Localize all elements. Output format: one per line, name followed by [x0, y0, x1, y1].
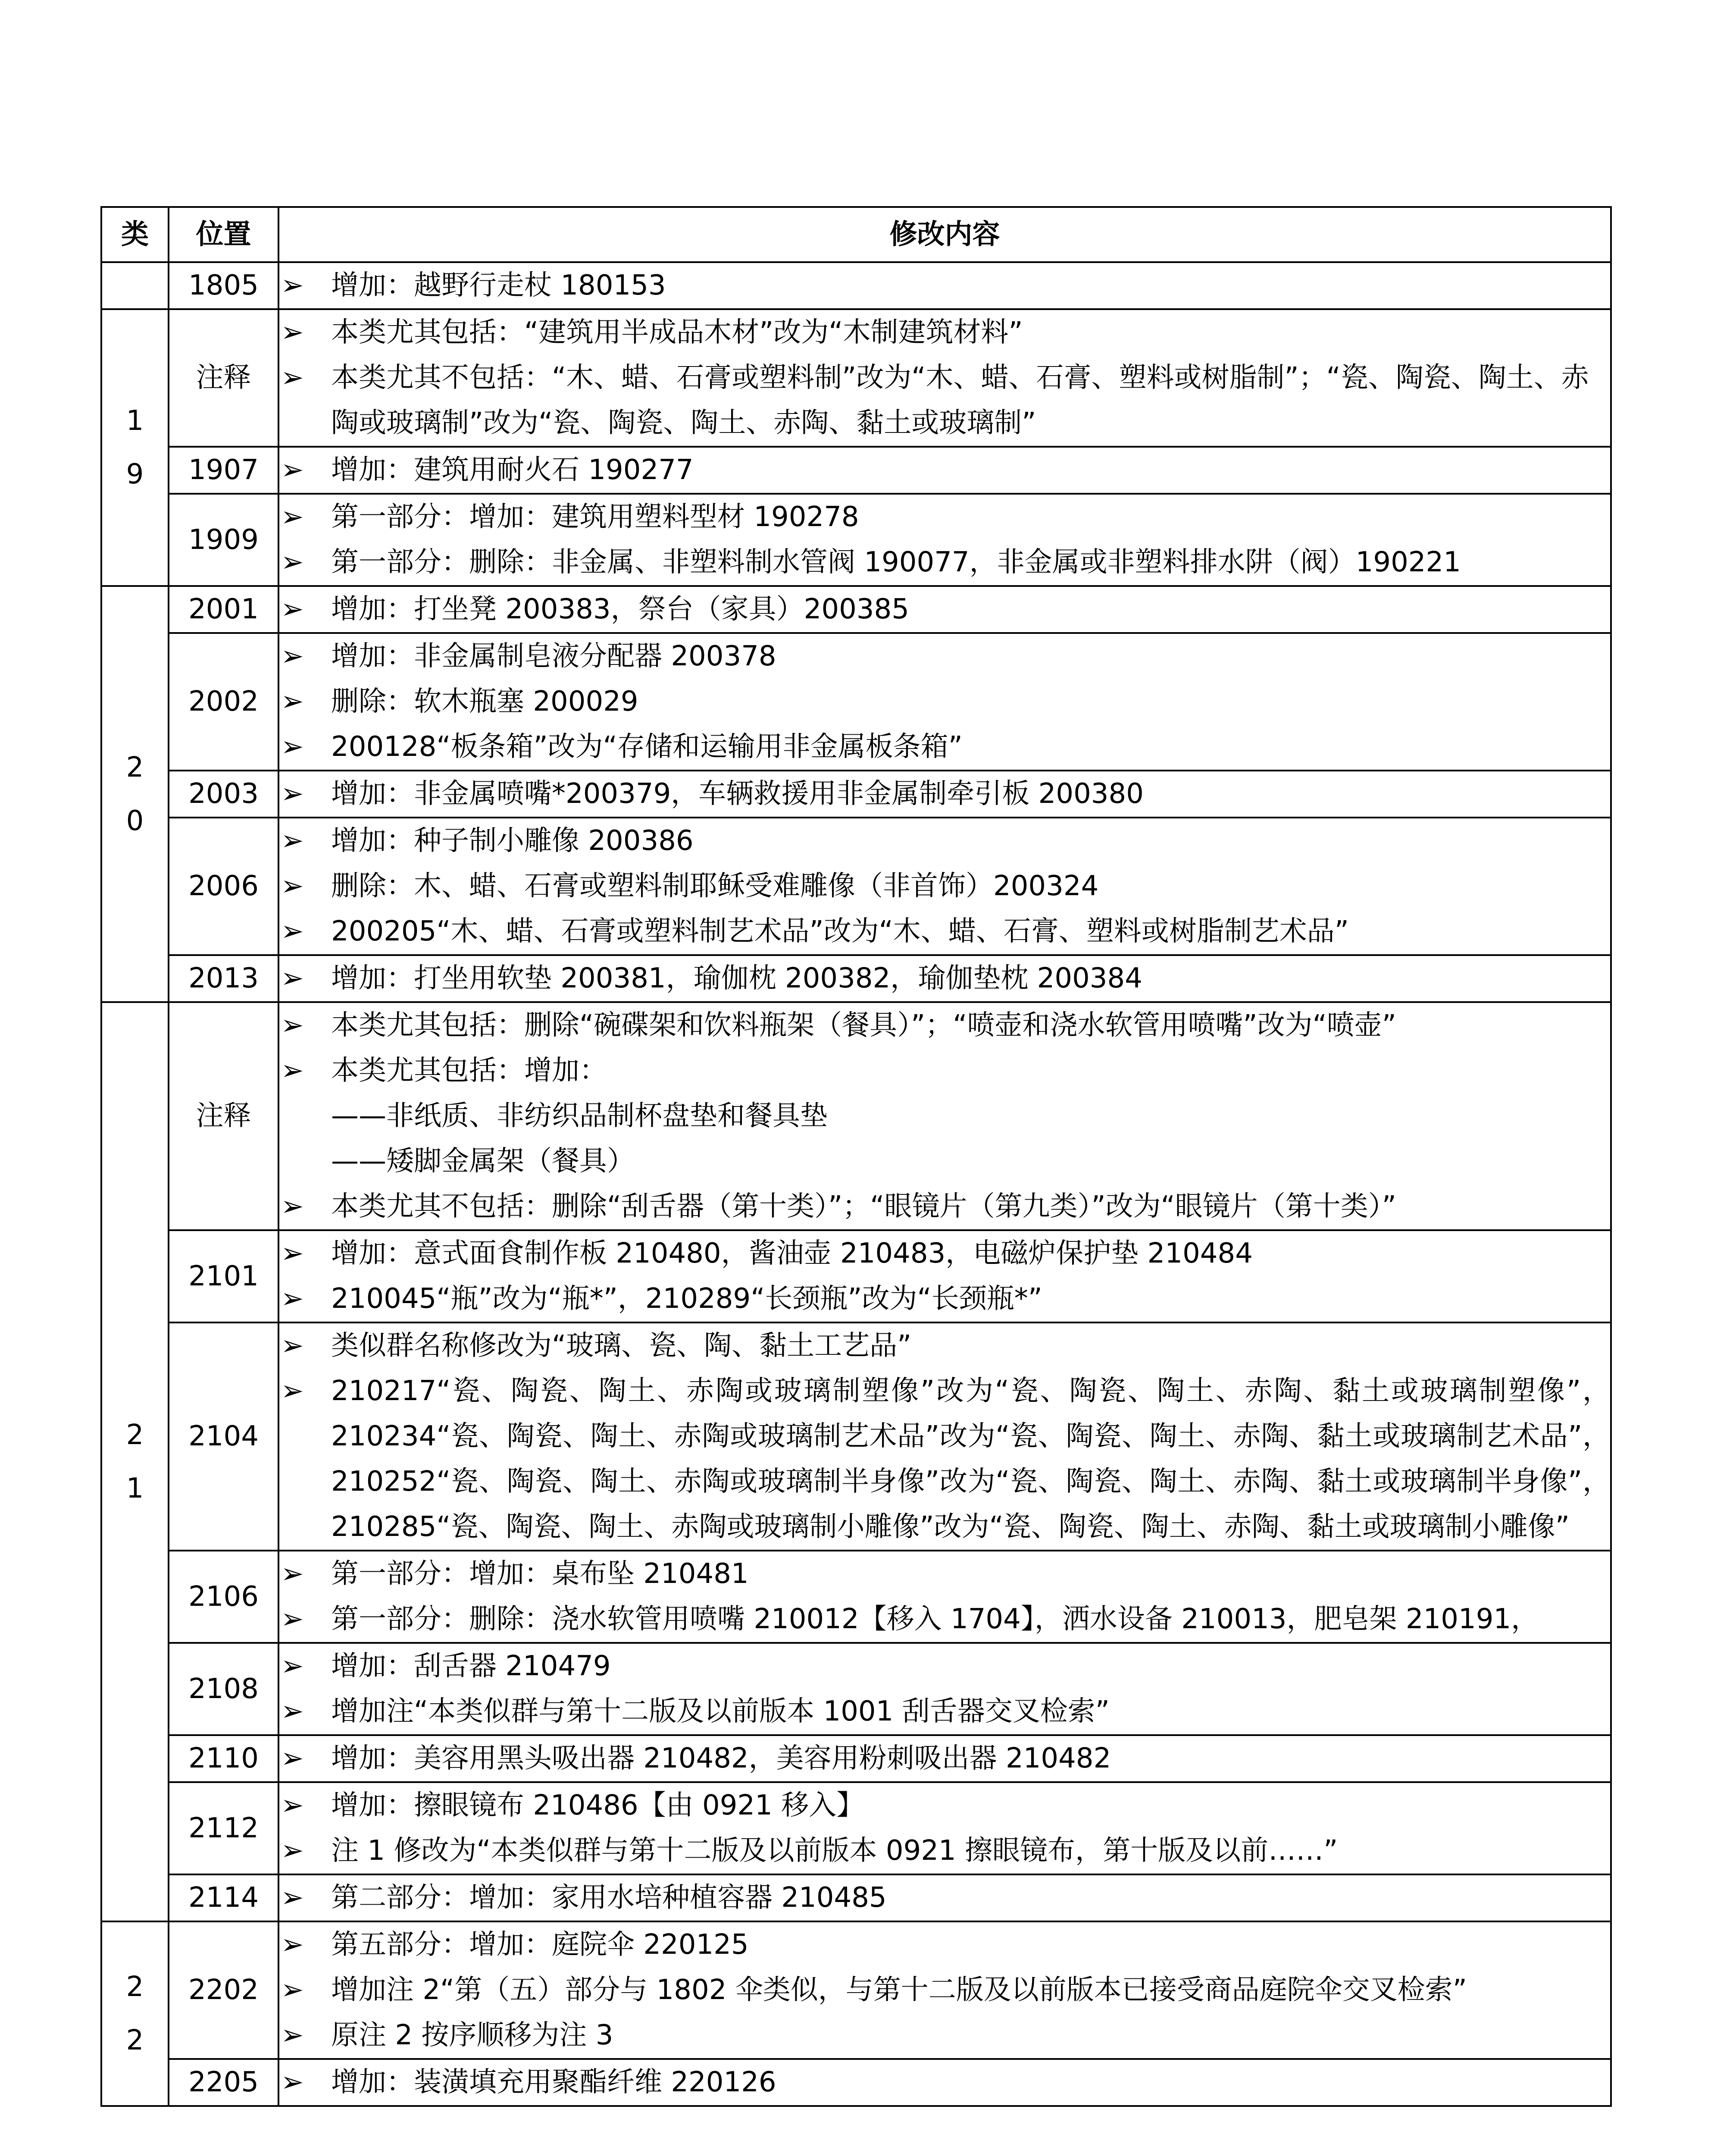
list-item	[279, 818, 1610, 864]
arrow-bullet-icon: ➢	[281, 2066, 304, 2098]
content-cell	[278, 262, 1611, 309]
table-row	[101, 955, 1611, 1002]
content-cell	[278, 1782, 1611, 1874]
content-cell	[278, 1322, 1611, 1551]
list-item	[279, 1783, 1610, 1828]
position-cell: 2205	[169, 2059, 278, 2106]
position-cell: 2112	[169, 1782, 278, 1874]
content-cell	[278, 586, 1611, 633]
list-item	[279, 1828, 1610, 1874]
table-row	[101, 1874, 1611, 1921]
content-cell	[278, 1230, 1611, 1322]
arrow-bullet-icon: ➢	[281, 317, 304, 348]
content-cell	[278, 955, 1611, 1002]
list-item	[279, 771, 1610, 817]
position-cell: 1907	[169, 447, 278, 494]
list-item	[279, 1276, 1610, 1322]
item-text: 第一部分：增加：建筑用塑料型材 190278	[331, 501, 859, 533]
class-number: 21	[126, 1419, 144, 1504]
item-text: 删除：软木瓶塞 200029	[331, 686, 638, 718]
item-text: 增加：种子制小雕像 200386	[331, 825, 694, 857]
item-text: 本类尤其包括：删除“碗碟架和饮料瓶架（餐具）”；“喷壶和浇水软管用喷嘴”改为“喷壶”	[331, 1009, 1396, 1041]
content-cell	[278, 494, 1611, 586]
content-cell	[278, 1874, 1611, 1921]
arrow-bullet-icon: ➢	[281, 1974, 304, 2006]
amendment-table	[100, 206, 1612, 2107]
position-cell: 2006	[169, 818, 278, 955]
header-row	[101, 207, 1611, 262]
arrow-bullet-icon: ➢	[281, 686, 304, 718]
item-text: 增加：美容用黑头吸出器 210482，美容用粉刺吸出器 210482	[331, 1742, 1111, 1774]
item-text: 第一部分：增加：桌布坠 210481	[331, 1558, 749, 1590]
arrow-bullet-icon: ➢	[281, 1650, 304, 1682]
content-cell	[278, 818, 1611, 955]
item-text: 原注 2 按序顺移为注 3	[331, 2019, 613, 2051]
arrow-bullet-icon: ➢	[281, 640, 304, 672]
class-cell	[101, 309, 169, 586]
list-item	[279, 1551, 1610, 1597]
item-text: 第二部分：增加：家用水培种植容器 210485	[331, 1882, 887, 1914]
table-row	[101, 2059, 1611, 2106]
position-cell: 2003	[169, 771, 278, 818]
arrow-bullet-icon: ➢	[281, 1009, 304, 1041]
list-item	[279, 1184, 1610, 1229]
position-cell: 1805	[169, 262, 278, 309]
table-row	[101, 262, 1611, 309]
table-row	[101, 494, 1611, 586]
position-cell: 1909	[169, 494, 278, 586]
list-item	[279, 1597, 1610, 1642]
item-text: 本类尤其不包括：“木、蜡、石膏或塑料制”改为“木、蜡、石膏、塑料或树脂制”；“瓷、陶瓷、陶土、赤陶或玻璃制”改为“瓷、陶瓷、陶土、赤陶、黏土或玻璃制”	[331, 362, 1589, 439]
item-text: 第一部分：删除：非金属、非塑料制水管阀 190077，非金属或非塑料排水阱（阀）190221	[331, 546, 1461, 578]
position-cell: 2108	[169, 1643, 278, 1735]
content-cell	[278, 309, 1611, 447]
position-cell: 注释	[169, 309, 278, 447]
arrow-bullet-icon: ➢	[281, 546, 304, 578]
item-text: 本类尤其包括：增加：	[331, 1055, 607, 1087]
arrow-bullet-icon: ➢	[281, 2019, 304, 2051]
list-item	[279, 495, 1610, 540]
item-text: 增加：打坐凳 200383，祭台（家具）200385	[331, 593, 909, 625]
arrow-bullet-icon: ➢	[281, 593, 304, 625]
item-text: ——矮脚金属架（餐具）	[331, 1145, 635, 1177]
list-item	[279, 1922, 1610, 1968]
arrow-bullet-icon: ➢	[281, 362, 304, 394]
content-cell	[278, 1551, 1611, 1643]
list-item	[279, 634, 1610, 679]
list-item	[279, 263, 1610, 308]
list-item	[279, 310, 1610, 355]
content-cell	[278, 771, 1611, 818]
arrow-bullet-icon: ➢	[281, 1742, 304, 1774]
position-cell: 2110	[169, 1735, 278, 1782]
list-item	[279, 1231, 1610, 1276]
position-cell: 注释	[169, 1002, 278, 1230]
item-text: 类似群名称修改为“玻璃、瓷、陶、黏土工艺品”	[331, 1330, 912, 1362]
position-cell: 2101	[169, 1230, 278, 1322]
list-item	[279, 1875, 1610, 1921]
item-text: 210217“瓷、陶瓷、陶土、赤陶或玻璃制塑像”改为“瓷、陶瓷、陶土、赤陶、黏土或玻璃制塑像”，210234“瓷、陶瓷、陶土、赤陶或玻璃制艺术品”改为“瓷、陶瓷、陶土、赤陶、黏土或玻璃制艺术品”，210252“瓷、陶瓷、陶土、赤陶或玻璃制半身像”改为“瓷、陶瓷、陶土、赤陶、黏土或玻璃制半身像”，210285“瓷、陶瓷、陶土、赤陶或玻璃制小雕像”改为“瓷、陶瓷、陶土、赤陶、黏土或玻璃制小雕像”	[331, 1375, 1610, 1543]
arrow-bullet-icon: ➢	[281, 1929, 304, 1961]
arrow-bullet-icon: ➢	[281, 1835, 304, 1867]
item-text: 增加注“本类似群与第十二版及以前版本 1001 刮舌器交叉检索”	[331, 1695, 1110, 1727]
list-item	[279, 540, 1610, 585]
item-text: 增加：意式面食制作板 210480，酱油壶 210483，电磁炉保护垫 210484	[331, 1238, 1253, 1269]
class-cell	[101, 586, 169, 1002]
table-row	[101, 1551, 1611, 1643]
item-text: 增加：建筑用耐火石 190277	[331, 454, 694, 486]
arrow-bullet-icon: ➢	[281, 1283, 304, 1315]
class-number: 22	[126, 1971, 144, 2056]
list-item	[279, 587, 1610, 632]
list-item	[279, 1644, 1610, 1689]
list-item	[279, 1003, 1610, 1048]
list-item	[279, 1323, 1610, 1369]
table-row	[101, 818, 1611, 955]
item-text: 增加：非金属制皂液分配器 200378	[331, 640, 776, 672]
list-item	[279, 1968, 1610, 2013]
list-item	[279, 679, 1610, 724]
table-row	[101, 633, 1611, 771]
arrow-bullet-icon: ➢	[281, 731, 304, 763]
table-row	[101, 309, 1611, 447]
list-item	[279, 864, 1610, 909]
item-text: 增加注 2“第（五）部分与 1802 伞类似，与第十二版及以前版本已接受商品庭院伞交叉检索”	[331, 1974, 1467, 2006]
class-number: 20	[126, 751, 144, 837]
item-text: ——非纸质、非纺织品制杯盘垫和餐具垫	[331, 1100, 828, 1132]
content-cell	[278, 1735, 1611, 1782]
arrow-bullet-icon: ➢	[281, 1789, 304, 1821]
list-item-sub	[279, 1139, 1610, 1184]
content-cell	[278, 1921, 1611, 2059]
header-content: 修改内容	[278, 207, 1611, 262]
arrow-bullet-icon: ➢	[281, 454, 304, 486]
item-text: 增加：越野行走杖 180153	[331, 270, 666, 301]
content-cell	[278, 1002, 1611, 1230]
list-item	[279, 1048, 1610, 1094]
position-cell: 2106	[169, 1551, 278, 1643]
item-text: 注 1 修改为“本类似群与第十二版及以前版本 0921 擦眼镜布，第十版及以前……”	[331, 1835, 1338, 1867]
class-cell	[101, 1002, 169, 1921]
arrow-bullet-icon: ➢	[281, 915, 304, 947]
position-cell: 2001	[169, 586, 278, 633]
arrow-bullet-icon: ➢	[281, 778, 304, 810]
table-row	[101, 771, 1611, 818]
table-row	[101, 1230, 1611, 1322]
table-row	[101, 1322, 1611, 1551]
list-item	[279, 1689, 1610, 1734]
item-text: 210045“瓶”改为“瓶*”，210289“长颈瓶”改为“长颈瓶*”	[331, 1283, 1042, 1315]
list-item	[279, 448, 1610, 493]
arrow-bullet-icon: ➢	[281, 1055, 304, 1087]
item-text: 本类尤其不包括：删除“刮舌器（第十类）”；“眼镜片（第九类）”改为“眼镜片（第十类）”	[331, 1191, 1396, 1222]
list-item	[279, 2013, 1610, 2058]
header-cat: 类	[101, 207, 169, 262]
content-cell	[278, 2059, 1611, 2106]
list-item-sub	[279, 1094, 1610, 1139]
position-cell: 2114	[169, 1874, 278, 1921]
list-item	[279, 2060, 1610, 2105]
content-cell	[278, 1643, 1611, 1735]
arrow-bullet-icon: ➢	[281, 1695, 304, 1727]
arrow-bullet-icon: ➢	[281, 1375, 304, 1407]
arrow-bullet-icon: ➢	[281, 1191, 304, 1222]
class-cell	[101, 1921, 169, 2106]
arrow-bullet-icon: ➢	[281, 1603, 304, 1635]
item-text: 第五部分：增加：庭院伞 220125	[331, 1929, 749, 1961]
table-row	[101, 447, 1611, 494]
item-text: 删除：木、蜡、石膏或塑料制耶稣受难雕像（非首饰）200324	[331, 870, 1099, 902]
list-item	[279, 355, 1610, 446]
class-cell-continued	[101, 262, 169, 309]
arrow-bullet-icon: ➢	[281, 1330, 304, 1362]
table-row	[101, 1782, 1611, 1874]
class-number: 19	[126, 405, 144, 490]
list-item	[279, 1736, 1610, 1781]
item-text: 增加：非金属喷嘴*200379，车辆救援用非金属制牵引板 200380	[331, 778, 1144, 810]
content-cell	[278, 447, 1611, 494]
position-cell: 2013	[169, 955, 278, 1002]
list-item	[279, 724, 1610, 770]
position-cell: 2104	[169, 1322, 278, 1551]
arrow-bullet-icon: ➢	[281, 270, 304, 301]
arrow-bullet-icon: ➢	[281, 870, 304, 902]
arrow-bullet-icon: ➢	[281, 1558, 304, 1590]
item-text: 第一部分：删除：浇水软管用喷嘴 210012【移入 1704】，洒水设备 210013，肥皂架 210191，	[331, 1603, 1539, 1635]
position-cell: 2202	[169, 1921, 278, 2059]
arrow-bullet-icon: ➢	[281, 1238, 304, 1269]
content-cell	[278, 633, 1611, 771]
list-item	[279, 956, 1610, 1001]
table-row	[101, 586, 1611, 633]
item-text: 增加：擦眼镜布 210486【由 0921 移入】	[331, 1789, 864, 1821]
table-row	[101, 1002, 1611, 1230]
arrow-bullet-icon: ➢	[281, 962, 304, 994]
arrow-bullet-icon: ➢	[281, 825, 304, 857]
item-text: 增加：装潢填充用聚酯纤维 220126	[331, 2066, 776, 2098]
list-item	[279, 909, 1610, 954]
arrow-bullet-icon: ➢	[281, 501, 304, 533]
item-text: 增加：打坐用软垫 200381，瑜伽枕 200382，瑜伽垫枕 200384	[331, 962, 1142, 994]
position-cell: 2002	[169, 633, 278, 771]
list-item	[279, 1369, 1610, 1550]
table-row	[101, 1921, 1611, 2059]
item-text: 200128“板条箱”改为“存储和运输用非金属板条箱”	[331, 731, 963, 763]
header-pos: 位置	[169, 207, 278, 262]
item-text: 增加：刮舌器 210479	[331, 1650, 611, 1682]
item-text: 200205“木、蜡、石膏或塑料制艺术品”改为“木、蜡、石膏、塑料或树脂制艺术品”	[331, 915, 1349, 947]
item-text: 本类尤其包括：“建筑用半成品木材”改为“木制建筑材料”	[331, 317, 1023, 348]
arrow-bullet-icon: ➢	[281, 1882, 304, 1914]
table-row	[101, 1643, 1611, 1735]
table-row	[101, 1735, 1611, 1782]
